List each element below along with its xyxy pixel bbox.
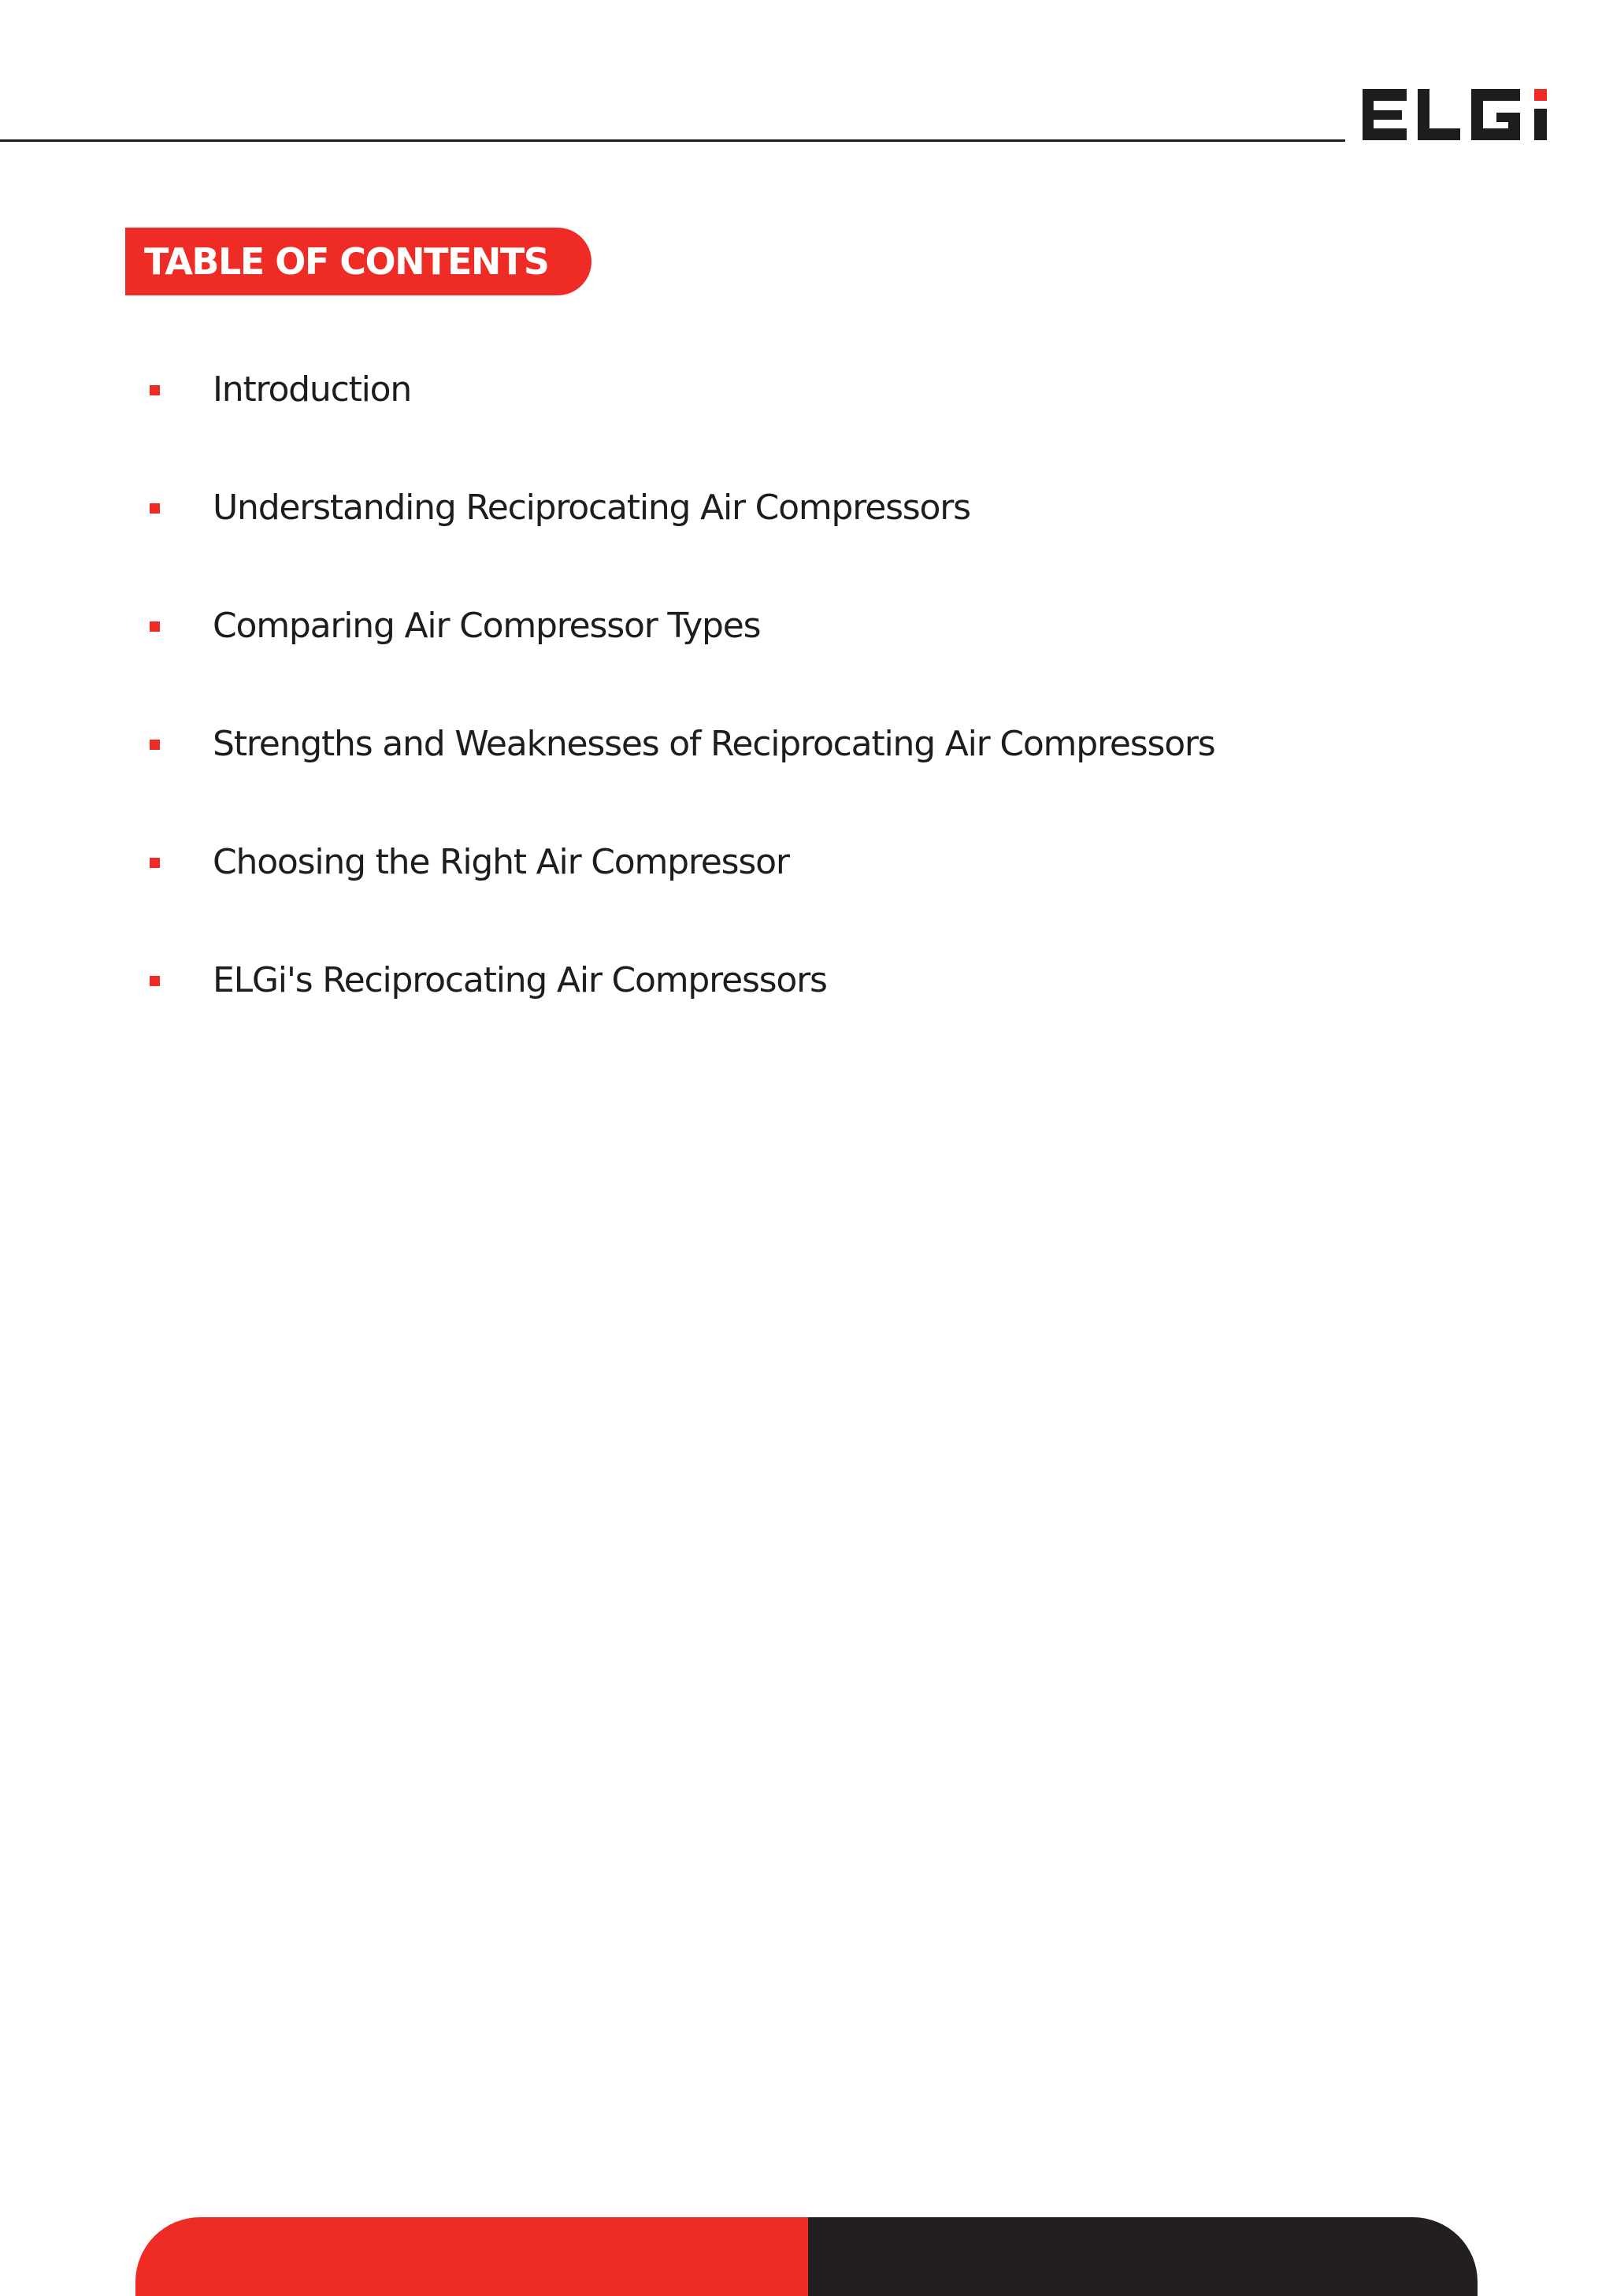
bullet-icon xyxy=(150,621,160,632)
elgi-logo xyxy=(1359,81,1567,144)
footer-band-red xyxy=(135,2217,808,2296)
bullet-icon xyxy=(150,858,160,868)
bullet-icon xyxy=(150,385,160,395)
bullet-icon xyxy=(150,740,160,750)
toc-item-label: Introduction xyxy=(213,369,412,410)
bullet-icon xyxy=(150,976,160,986)
toc-item-strengths[interactable] xyxy=(148,721,1487,768)
toc-item-understanding[interactable] xyxy=(148,484,1487,532)
toc-item-label: Understanding Reciprocating Air Compressors xyxy=(213,488,970,528)
bullet-icon xyxy=(150,503,160,514)
toc-item-label: ELGi's Reciprocating Air Compressors xyxy=(213,960,827,1000)
toc-item-introduction[interactable] xyxy=(148,366,1487,414)
toc-item-label: Choosing the Right Air Compressor xyxy=(213,842,789,882)
toc-item-label: Comparing Air Compressor Types xyxy=(213,606,761,646)
footer-band-dark xyxy=(808,2217,1478,2296)
toc-item-choosing[interactable] xyxy=(148,839,1487,886)
toc-item-elgi-compressors[interactable] xyxy=(148,957,1487,1004)
toc-item-comparing[interactable] xyxy=(148,603,1487,650)
toc-heading: TABLE OF CONTENTS xyxy=(125,228,591,295)
toc-item-label: Strengths and Weaknesses of Reciprocating Air Compressors xyxy=(213,724,1215,764)
header-rule xyxy=(0,139,1345,142)
